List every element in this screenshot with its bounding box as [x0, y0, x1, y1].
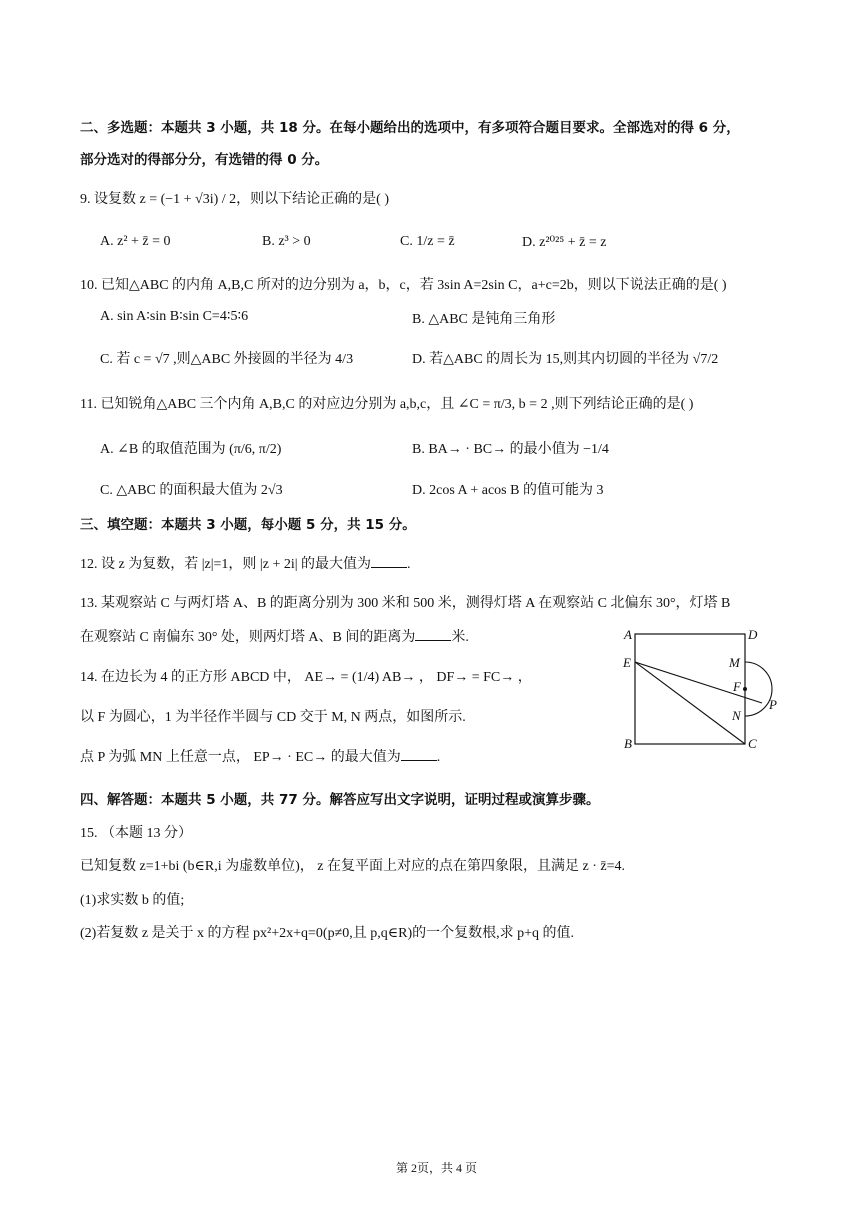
- question-10-option-a: A. sin A∶sin B∶sin C=4∶5∶6: [100, 309, 249, 324]
- label-m: M: [729, 655, 740, 670]
- label-a: A: [624, 627, 632, 642]
- segment-ep: [635, 662, 762, 703]
- question-14-line1: 14. 在边长为 4 的正方形 ABCD 中， AE→ = (1/4) AB→ ， DF→ = FC→ ，: [80, 670, 532, 685]
- question-11-option-d: D. 2cos A + acos B 的值可能为 3: [412, 483, 604, 498]
- label-d: D: [748, 627, 758, 642]
- question-10-option-c: C. 若 c = √7 ,则△ABC 外接圆的半径为 4/3: [100, 352, 354, 367]
- question-10-option-d: D. 若△ABC 的周长为 15,则其内切圆的半径为 √7/2: [412, 352, 719, 367]
- question-11-option-b: B. BA→ · BC→ 的最小值为 −1/4: [412, 442, 609, 457]
- segment-ec: [635, 662, 745, 744]
- answer-blank: [371, 555, 407, 568]
- question-13-text: 在观察站 C 南偏东 30° 处，则两灯塔 A、B 间的距离为: [80, 630, 416, 645]
- question-13-unit: 米.: [451, 630, 469, 645]
- question-15-line1: 已知复数 z=1+bi (b∈R,i 为虚数单位)， z 在复平面上对应的点在第四象限，且满足 z · z̄=4.: [80, 859, 626, 874]
- center-point-f: [743, 687, 747, 691]
- label-c: C: [748, 736, 757, 751]
- question-11-option-a: A. ∠B 的取值范围为 (π/6, π/2): [100, 442, 282, 457]
- label-n: N: [732, 708, 741, 723]
- question-11-option-c: C. △ABC 的面积最大值为 2√3: [100, 483, 283, 498]
- section-2-heading-line1: 二、多选题：本题共 3 小题，共 18 分。在每小题给出的选项中，有多项符合题目要求。全部选对的得 6 分，: [80, 120, 740, 136]
- question-12-text: 12. 设 z 为复数，若 |z|=1，则 |z + 2i| 的最大值为: [80, 557, 372, 572]
- question-9-option-b: B. z³ > 0: [262, 234, 311, 249]
- answer-blank: [401, 748, 437, 761]
- question-14-line3: [80, 746, 440, 766]
- question-14-end: .: [436, 750, 441, 765]
- question-9-option-a: A. z² + z̄ = 0: [100, 234, 171, 249]
- question-15-part1: (1)求实数 b 的值;: [80, 893, 185, 908]
- question-15-title: 15. （本题 13 分）: [80, 826, 192, 841]
- question-14-line2: 以 F 为圆心，1 为半径作半圆与 CD 交于 M, N 两点，如图所示.: [80, 710, 466, 725]
- question-10-option-b: B. △ABC 是钝角三角形: [412, 312, 556, 327]
- square-abcd: [635, 634, 745, 744]
- section-3-heading: 三、填空题：本题共 3 小题，每小题 5 分，共 15 分。: [80, 517, 416, 533]
- section-4-heading: 四、解答题：本题共 5 小题，共 77 分。解答应写出文字说明，证明过程或演算步骤。: [80, 792, 600, 808]
- question-9-option-c: C. 1/z = z̄: [400, 234, 455, 249]
- question-13-line1: 13. 某观察站 C 与两灯塔 A、B 的距离分别为 300 米和 500 米，测得灯塔 A 在观察站 C 北偏东 30°，灯塔 B: [80, 596, 731, 611]
- label-e: E: [623, 655, 631, 670]
- question-13-line2: [80, 626, 469, 646]
- page-footer: 第 2页，共 4 页: [396, 1161, 478, 1175]
- question-15-part2: (2)若复数 z 是关于 x 的方程 px²+2x+q=0(p≠0,且 p,q∈R)的一个复数根,求 p+q 的值.: [80, 926, 575, 941]
- question-11-stem: 11. 已知锐角△ABC 三个内角 A,B,C 的对应边分别为 a,b,c，且 ∠C = π/3, b = 2 ,则下列结论正确的是( ): [80, 397, 694, 412]
- answer-blank: [415, 628, 451, 641]
- section-2-heading-line2: 部分选对的得部分分，有选错的得 0 分。: [80, 152, 329, 168]
- label-b: B: [624, 736, 632, 751]
- semicircle-arc: [745, 662, 772, 716]
- question-14-text: 点 P 为弧 MN 上任意一点， EP→ · EC→ 的最大值为: [80, 750, 401, 765]
- question-10-stem: 10. 已知△ABC 的内角 A,B,C 所对的边分别为 a，b，c，若 3sin A=2sin C，a+c=2b，则以下说法正确的是( ): [80, 278, 727, 293]
- square-semicircle-figure: [612, 624, 792, 754]
- question-12-end: .: [407, 557, 411, 572]
- question-9-stem: 9. 设复数 z = (−1 + √3i) / 2，则以下结论正确的是( ): [80, 192, 390, 207]
- label-p: P: [769, 697, 777, 712]
- label-f: F: [733, 679, 741, 694]
- question-9-option-d: D. z²⁰²⁵ + z̄ = z: [522, 235, 607, 250]
- question-12: [80, 553, 411, 573]
